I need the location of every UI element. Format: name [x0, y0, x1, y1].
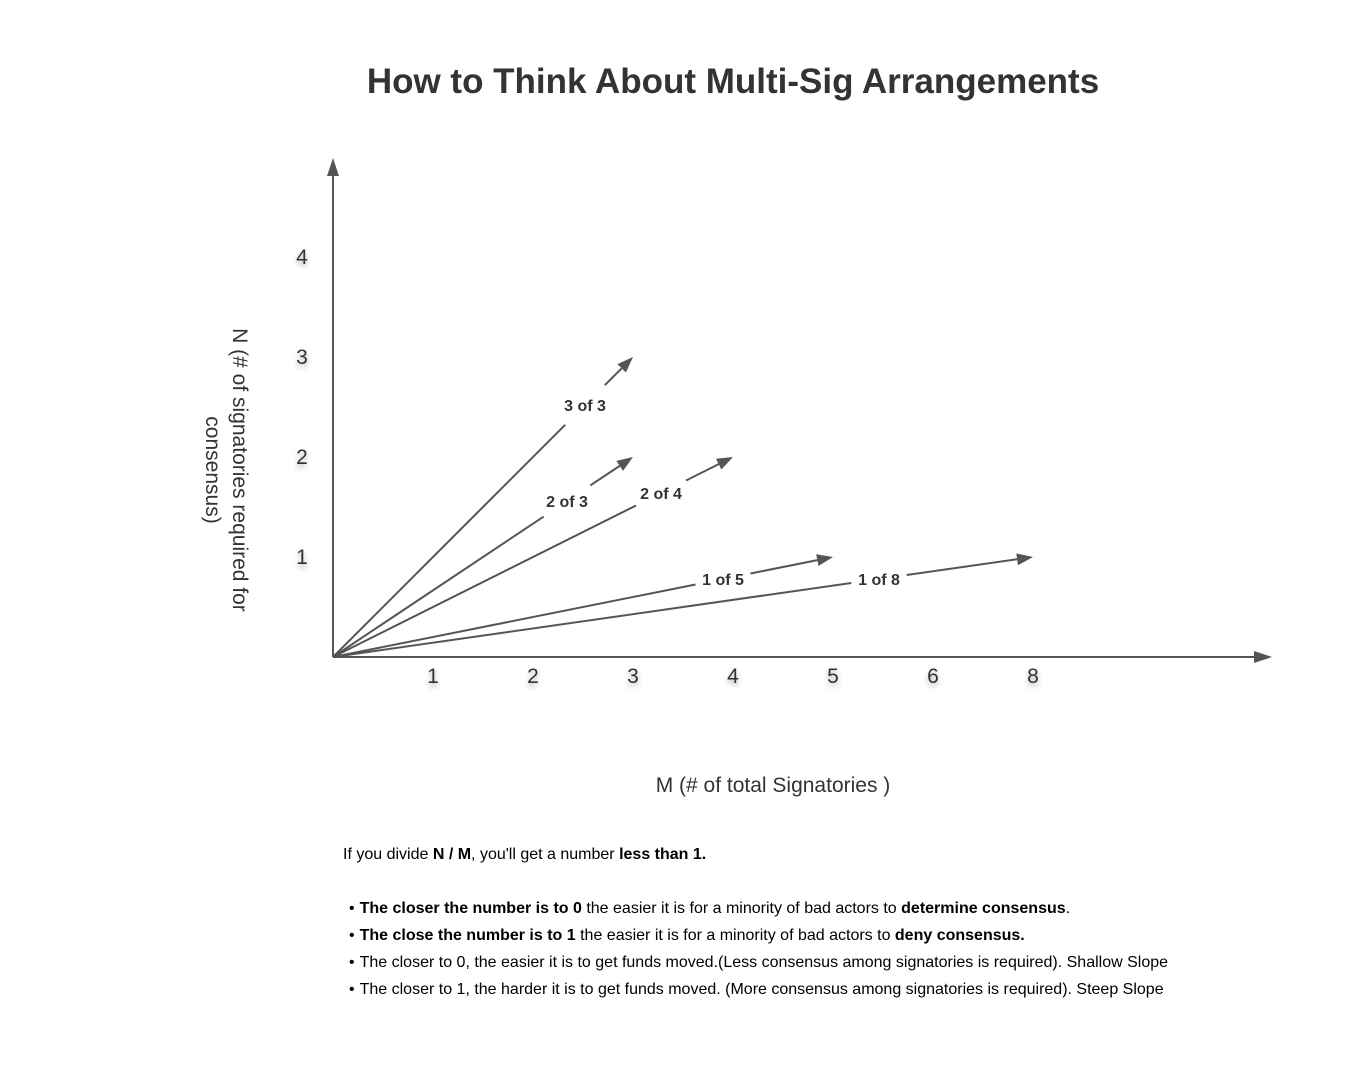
- arrow-shaft: [907, 559, 1017, 575]
- y-tick-labels: [296, 246, 308, 569]
- x-axis-label: M (# of total Signatories ): [655, 774, 891, 797]
- ratio-arrow: [333, 554, 833, 657]
- x-tick-label: 2: [527, 665, 539, 688]
- arrow-head: [1016, 553, 1033, 565]
- ratio-arrows: [333, 357, 1033, 657]
- x-tick-label: 8: [1027, 665, 1039, 688]
- arrow-label: 1 of 8: [858, 572, 900, 589]
- y-axis-arrowhead: [327, 158, 339, 176]
- arrow-shaft: [590, 466, 619, 486]
- arrow-shaft: [333, 506, 636, 657]
- list-item: • The closer the number is to 0 the easier it is for a minority of bad actors to determine consensus.: [349, 899, 1303, 926]
- arrow-label: 1 of 5: [702, 572, 744, 589]
- y-tick-label: 4: [296, 246, 308, 269]
- explanation-notes: [343, 846, 1303, 1007]
- arrow-head: [616, 457, 633, 471]
- list-item: • The closer to 0, the easier it is to get funds moved.(Less consensus among signatories is required). Shallow Slope: [349, 953, 1303, 980]
- y-tick-label: 3: [296, 346, 308, 369]
- x-axis-arrowhead: [1254, 651, 1272, 663]
- arrow-shaft: [750, 560, 817, 573]
- notes-list: [343, 899, 1303, 1007]
- arrow-label: 3 of 3: [564, 398, 606, 415]
- list-item: • The closer to 1, the harder it is to get funds moved. (More consensus among signatories is required). Steep Slope: [349, 980, 1303, 1007]
- ratio-arrow: [333, 457, 733, 657]
- x-tick-label: 6: [927, 665, 939, 688]
- x-tick-label: 1: [427, 665, 439, 688]
- arrow-shaft: [333, 583, 851, 657]
- x-tick-label: 4: [727, 665, 739, 688]
- arrow-label: 2 of 3: [546, 494, 588, 511]
- x-tick-label: 5: [827, 665, 839, 688]
- y-axis-label: N (# of signatories required for consensus): [201, 328, 251, 612]
- ratio-arrow: [333, 357, 633, 657]
- arrow-shaft: [686, 464, 719, 480]
- arrow-head: [716, 457, 733, 470]
- y-tick-label: 1: [296, 546, 308, 569]
- axes: [327, 158, 1272, 663]
- arrow-label: 2 of 4: [640, 486, 682, 503]
- chart-title: How to Think About Multi-Sig Arrangements: [366, 62, 1100, 101]
- arrow-head: [816, 554, 833, 566]
- arrow-shaft: [605, 368, 622, 385]
- y-tick-label: 2: [296, 446, 308, 469]
- intro-text: If you divide N / M, you'll get a number less than 1.: [343, 846, 707, 863]
- x-tick-label: 3: [627, 665, 639, 688]
- list-item: • The close the number is to 1 the easier it is for a minority of bad actors to deny consensus.: [349, 926, 1303, 953]
- x-tick-labels: [427, 665, 1039, 688]
- arrow-shaft: [333, 425, 565, 657]
